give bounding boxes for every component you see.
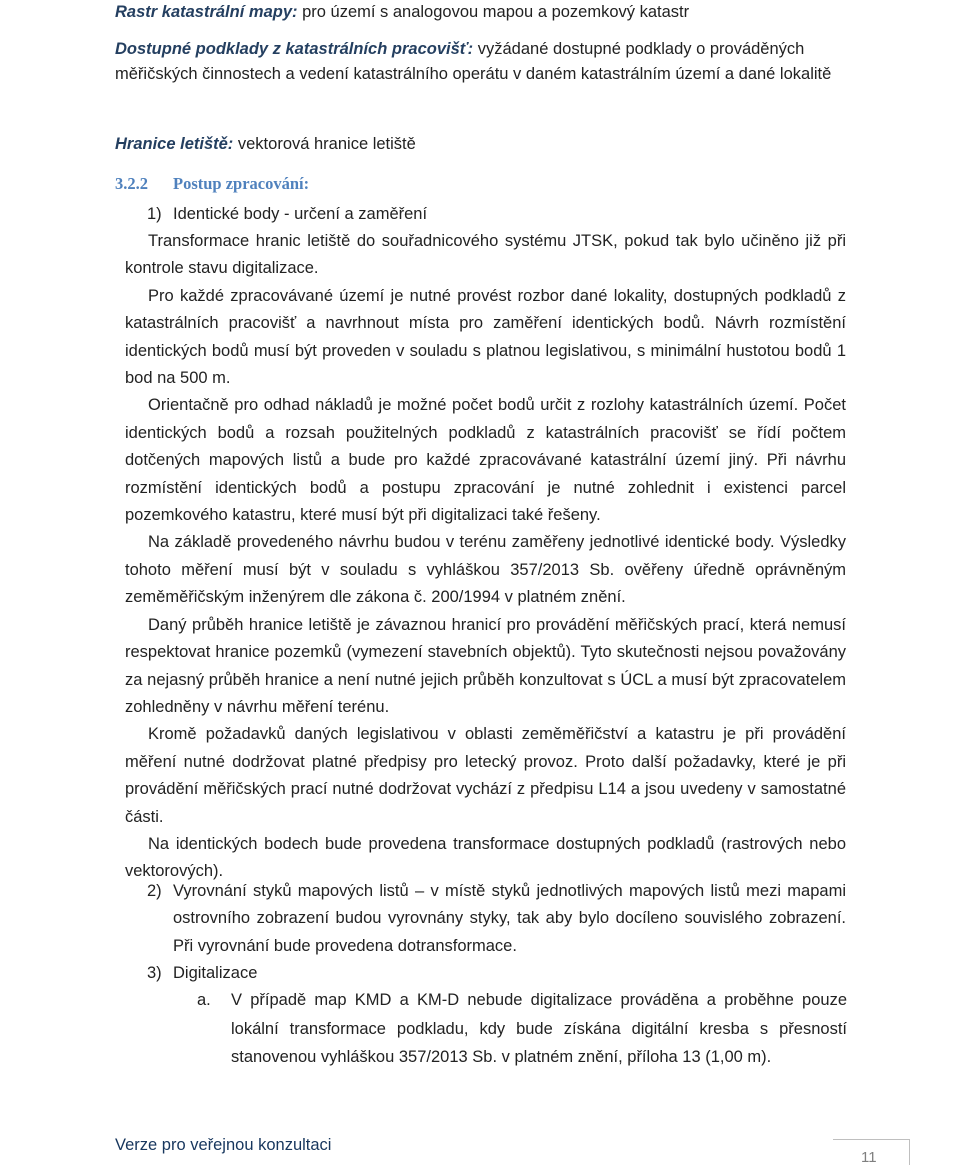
list-marker: 2) — [147, 882, 162, 900]
page-number: 11 — [861, 1149, 877, 1166]
subitem-a — [197, 986, 847, 1072]
item-text: V případě map KMD a KM-D nebude digitalizace prováděna a proběhne pouze lokální transformace podkladu, kdy bude získána digitální kresba s přesností stanovenou vyhláškou 357/2013 Sb. v platném znění, příloha 13 (1,00 m). — [231, 991, 847, 1066]
section-number: 3.2.2 — [115, 174, 148, 193]
paragraph: Orientačně pro odhad nákladů je možné počet bodů určit z rozlohy katastrálních území. Počet identických bodů a rozsah použitelných podkladů z katastrálních pracovišť se řídí počtem dotčených mapových listů a bude pro každé zpracovávané katastrální území jiný. Při návrhu rozmístění identických bodů a postupu zpracování je nutné zohlednit i existenci parcel pozemkového katastru, které musí být při digitalizaci také řešeny. — [125, 396, 846, 525]
paragraph: Na identických bodech bude provedena transformace dostupných podkladů (rastrových nebo vektorových). — [125, 834, 846, 881]
definition-term: Rastr katastrální mapy: — [115, 3, 298, 21]
definition-raster — [115, 0, 855, 25]
definition-term: Hranice letiště: — [115, 135, 234, 153]
item-1-body — [125, 228, 846, 886]
definition-text: pro území s analogovou mapou a pozemkový katastr — [297, 3, 690, 21]
item-1 — [125, 201, 846, 228]
item-2 — [125, 878, 846, 960]
list-marker: 1) — [147, 205, 162, 223]
item-3 — [125, 960, 846, 987]
item-title: Identické body - určení a zaměření — [173, 205, 428, 223]
definition-term: Dostupné podklady z katastrálních pracovišť: — [115, 40, 474, 58]
list-marker: 3) — [147, 964, 162, 982]
list-marker: a. — [197, 991, 211, 1009]
paragraph: Transformace hranic letiště do souřadnicového systému JTSK, pokud tak bylo učiněno již při kontrole stavu digitalizace. — [125, 232, 846, 278]
footer-text: Verze pro veřejnou konzultaci — [115, 1136, 332, 1154]
paragraph: Pro každé zpracovávané území je nutné provést rozbor dané lokality, dostupných podkladů z katastrálních pracovišť a navrhnout místa pro zaměření identických bodů. Návrh rozmístění identických bodů musí být proveden v souladu s platnou legislativou, s minimální hustotou bodů 1 bod na 500 m. — [125, 286, 846, 388]
item-text: Vyrovnání styků mapových listů – v místě styků jednotlivých mapových listů mezi mapami ostrovního zobrazení budou vyrovnány styky, tak aby bylo docíleno souvislého zobrazení. Při vyrovnání bude provedena dotransformace. — [173, 882, 846, 955]
definition-text: vyžádané dostupné podklady o prováděných měřičských činnostech a vedení katastrálního operátu v daném katastrálním území a dané lokalitě — [115, 40, 832, 83]
section-heading — [115, 174, 309, 194]
definition-boundary — [115, 132, 855, 157]
item-title: Digitalizace — [173, 964, 258, 982]
section-title: Postup zpracování: — [173, 174, 310, 193]
definition-sources — [115, 37, 855, 87]
paragraph: Na základě provedeného návrhu budou v terénu zaměřeny jednotlivé identické body. Výsledky tohoto měření musí být v souladu s vyhláškou 357/2013 Sb. ověřeny úředně oprávněným zeměměřičským inženýrem dle zákona č. 200/1994 v platném znění. — [125, 533, 846, 607]
paragraph: Daný průběh hranice letiště je závaznou hranicí pro provádění měřičských prací, která nemusí respektovat hranice pozemků (vymezení stavebních objektů). Tyto skutečnosti nejsou považovány za nejasný průběh hranice a není nutné jejich průběh konzultovat s ÚCL a musí být zpracovatelem zohledněny v návrhu měření terénu. — [125, 615, 846, 716]
paragraph: Kromě požadavků daných legislativou v oblasti zeměměřičství a katastru je při provádění měření nutné dodržovat platné předpisy pro letecký provoz. Proto další požadavky, které je při provádění měřičských prací nutné dodržovat vychází z předpisu L14 a jsou uvedeny v samostatné části. — [125, 725, 846, 826]
definition-text: vektorová hranice letiště — [233, 135, 416, 153]
page-number-box — [833, 1139, 909, 1165]
